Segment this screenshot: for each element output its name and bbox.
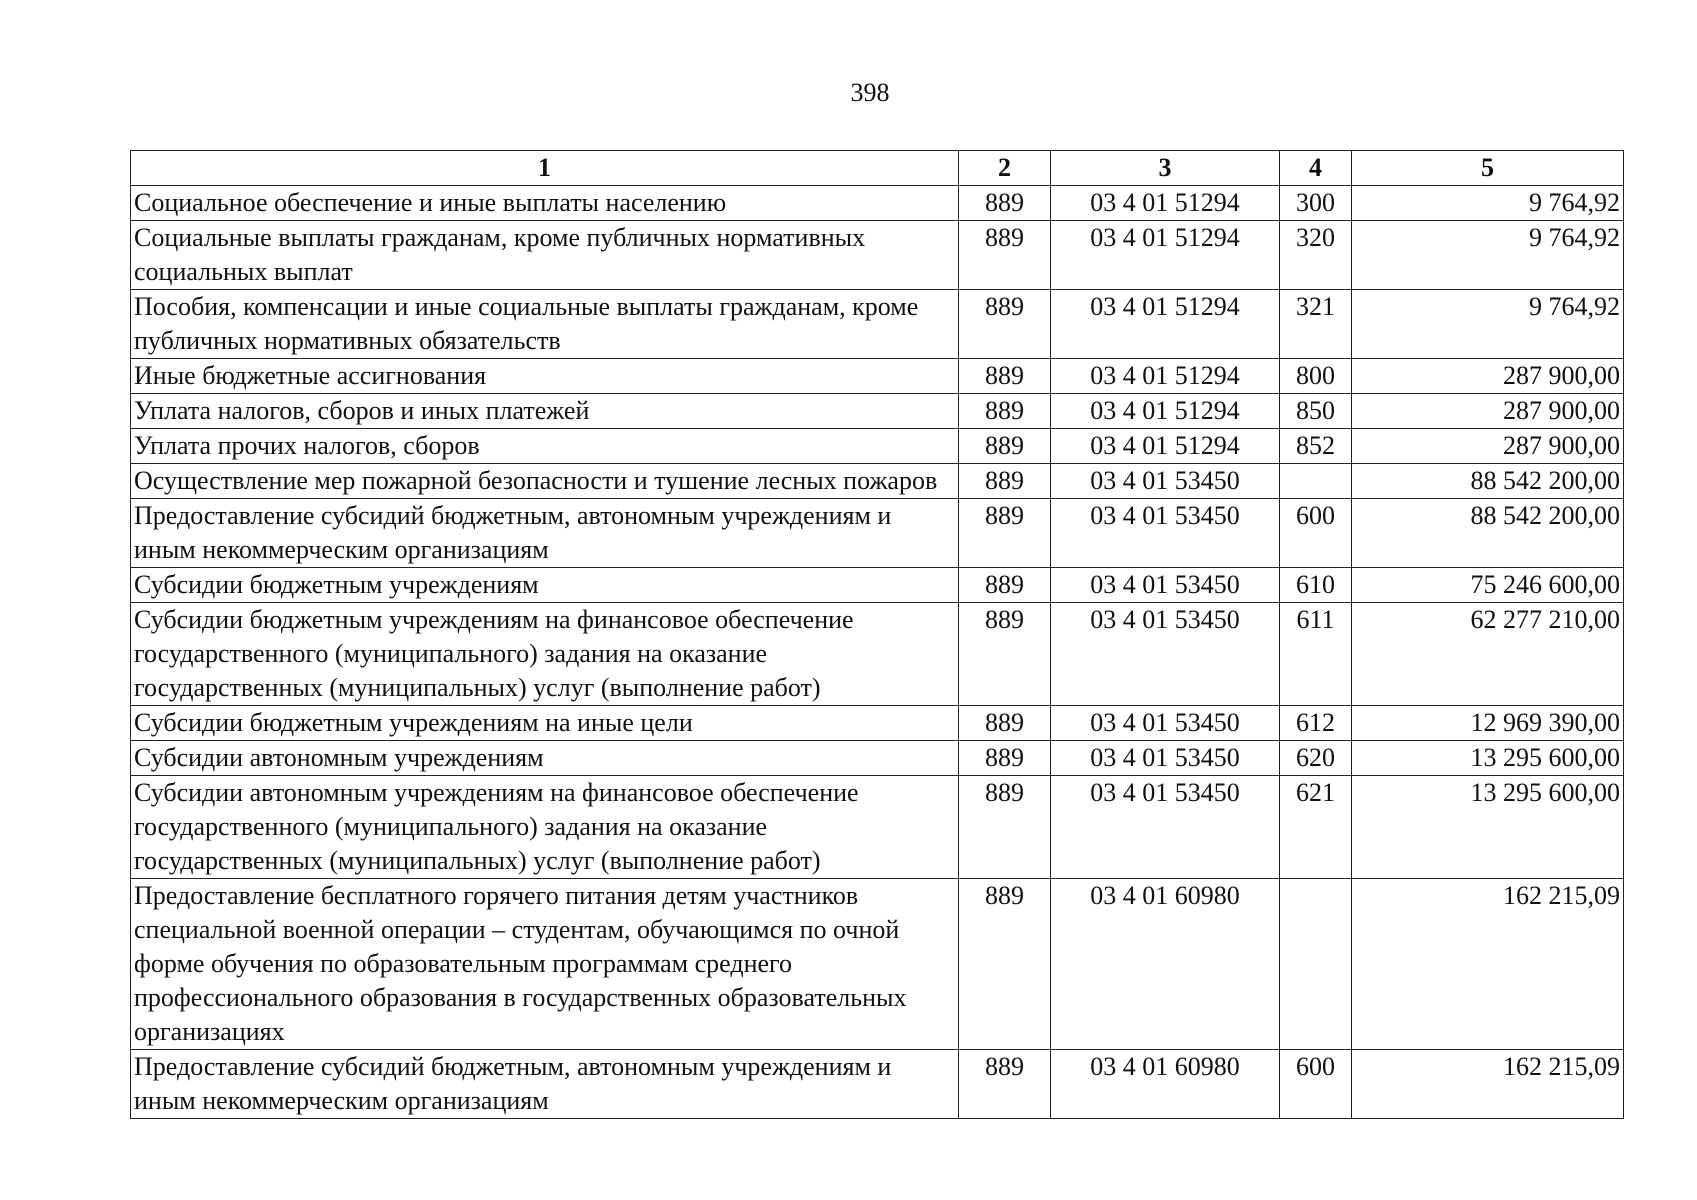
row-code2-cell: 889 <box>959 568 1051 603</box>
row-code4-cell: 320 <box>1280 221 1352 290</box>
row-code3-cell: 03 4 01 51294 <box>1051 290 1280 359</box>
table-row <box>131 429 1624 464</box>
table-row <box>131 776 1624 879</box>
table-row <box>131 568 1624 603</box>
row-code2-cell: 889 <box>959 776 1051 879</box>
table-body <box>131 186 1624 1119</box>
row-amount-cell: 9 764,92 <box>1352 221 1624 290</box>
table-row <box>131 359 1624 394</box>
row-name-cell: Субсидии автономным учреждениям на финансовое обеспечение государственного (муниципального) задания на оказание государственных (муниципальных) услуг (выполнение работ) <box>131 776 959 879</box>
row-code4-cell: 800 <box>1280 359 1352 394</box>
row-code2-cell: 889 <box>959 290 1051 359</box>
row-code3-cell: 03 4 01 53450 <box>1051 776 1280 879</box>
row-code3-cell: 03 4 01 51294 <box>1051 186 1280 221</box>
row-code4-cell: 852 <box>1280 429 1352 464</box>
header-col-1: 1 <box>131 151 959 186</box>
row-code4-cell: 321 <box>1280 290 1352 359</box>
table-row <box>131 741 1624 776</box>
row-amount-cell: 88 542 200,00 <box>1352 464 1624 499</box>
row-code3-cell: 03 4 01 51294 <box>1051 359 1280 394</box>
row-code4-cell: 600 <box>1280 499 1352 568</box>
row-name-cell: Предоставление субсидий бюджетным, автономным учреждениям и иным некоммерческим организациям <box>131 1050 959 1119</box>
row-code3-cell: 03 4 01 51294 <box>1051 394 1280 429</box>
table-row <box>131 499 1624 568</box>
row-code4-cell: 850 <box>1280 394 1352 429</box>
row-name-cell: Субсидии бюджетным учреждениям <box>131 568 959 603</box>
row-code2-cell: 889 <box>959 394 1051 429</box>
row-code2-cell: 889 <box>959 464 1051 499</box>
row-code3-cell: 03 4 01 53450 <box>1051 603 1280 706</box>
row-code3-cell: 03 4 01 51294 <box>1051 221 1280 290</box>
row-code4-cell: 610 <box>1280 568 1352 603</box>
budget-table <box>130 150 1624 1119</box>
row-code4-cell: 611 <box>1280 603 1352 706</box>
table-row <box>131 603 1624 706</box>
row-amount-cell: 88 542 200,00 <box>1352 499 1624 568</box>
row-amount-cell: 62 277 210,00 <box>1352 603 1624 706</box>
row-name-cell: Предоставление бесплатного горячего питания детям участников специальной военной операции – студентам, обучающимся по очной форме обучения по образовательным программам среднего профессионального образования в государственных образовательных организациях <box>131 879 959 1050</box>
table-row <box>131 221 1624 290</box>
row-code3-cell: 03 4 01 53450 <box>1051 706 1280 741</box>
row-code2-cell: 889 <box>959 706 1051 741</box>
row-code3-cell: 03 4 01 51294 <box>1051 429 1280 464</box>
row-code4-cell: 621 <box>1280 776 1352 879</box>
row-amount-cell: 13 295 600,00 <box>1352 741 1624 776</box>
row-code2-cell: 889 <box>959 879 1051 1050</box>
row-amount-cell: 9 764,92 <box>1352 186 1624 221</box>
row-amount-cell: 75 246 600,00 <box>1352 568 1624 603</box>
row-amount-cell: 13 295 600,00 <box>1352 776 1624 879</box>
row-name-cell: Социальные выплаты гражданам, кроме публичных нормативных социальных выплат <box>131 221 959 290</box>
table-row <box>131 186 1624 221</box>
table-row <box>131 1050 1624 1119</box>
row-amount-cell: 287 900,00 <box>1352 429 1624 464</box>
row-name-cell: Иные бюджетные ассигнования <box>131 359 959 394</box>
row-code4-cell: 612 <box>1280 706 1352 741</box>
row-amount-cell: 287 900,00 <box>1352 359 1624 394</box>
row-amount-cell: 9 764,92 <box>1352 290 1624 359</box>
table-row <box>131 464 1624 499</box>
row-code3-cell: 03 4 01 60980 <box>1051 1050 1280 1119</box>
row-code2-cell: 889 <box>959 741 1051 776</box>
row-code4-cell <box>1280 879 1352 1050</box>
header-col-5: 5 <box>1352 151 1624 186</box>
row-code3-cell: 03 4 01 53450 <box>1051 568 1280 603</box>
row-code2-cell: 889 <box>959 603 1051 706</box>
row-code3-cell: 03 4 01 60980 <box>1051 879 1280 1050</box>
table-row <box>131 706 1624 741</box>
row-code4-cell: 300 <box>1280 186 1352 221</box>
row-name-cell: Социальное обеспечение и иные выплаты населению <box>131 186 959 221</box>
row-name-cell: Уплата прочих налогов, сборов <box>131 429 959 464</box>
row-code3-cell: 03 4 01 53450 <box>1051 741 1280 776</box>
row-name-cell: Уплата налогов, сборов и иных платежей <box>131 394 959 429</box>
row-code2-cell: 889 <box>959 499 1051 568</box>
row-code3-cell: 03 4 01 53450 <box>1051 499 1280 568</box>
table-row <box>131 290 1624 359</box>
row-name-cell: Пособия, компенсации и иные социальные выплаты гражданам, кроме публичных нормативных обязательств <box>131 290 959 359</box>
table-row <box>131 879 1624 1050</box>
header-col-3: 3 <box>1051 151 1280 186</box>
row-code2-cell: 889 <box>959 429 1051 464</box>
row-amount-cell: 162 215,09 <box>1352 879 1624 1050</box>
row-name-cell: Предоставление субсидий бюджетным, автономным учреждениям и иным некоммерческим организациям <box>131 499 959 568</box>
row-name-cell: Субсидии бюджетным учреждениям на иные цели <box>131 706 959 741</box>
row-code4-cell <box>1280 464 1352 499</box>
row-name-cell: Субсидии автономным учреждениям <box>131 741 959 776</box>
header-col-4: 4 <box>1280 151 1352 186</box>
row-code2-cell: 889 <box>959 221 1051 290</box>
table-row <box>131 394 1624 429</box>
row-code2-cell: 889 <box>959 1050 1051 1119</box>
row-amount-cell: 12 969 390,00 <box>1352 706 1624 741</box>
header-row <box>131 151 1624 186</box>
row-name-cell: Осуществление мер пожарной безопасности и тушение лесных пожаров <box>131 464 959 499</box>
row-code2-cell: 889 <box>959 186 1051 221</box>
header-col-2: 2 <box>959 151 1051 186</box>
row-name-cell: Субсидии бюджетным учреждениям на финансовое обеспечение государственного (муниципального) задания на оказание государственных (муниципальных) услуг (выполнение работ) <box>131 603 959 706</box>
page-number: 398 <box>850 78 890 107</box>
row-amount-cell: 287 900,00 <box>1352 394 1624 429</box>
row-code4-cell: 620 <box>1280 741 1352 776</box>
row-code3-cell: 03 4 01 53450 <box>1051 464 1280 499</box>
row-code4-cell: 600 <box>1280 1050 1352 1119</box>
row-code2-cell: 889 <box>959 359 1051 394</box>
row-amount-cell: 162 215,09 <box>1352 1050 1624 1119</box>
